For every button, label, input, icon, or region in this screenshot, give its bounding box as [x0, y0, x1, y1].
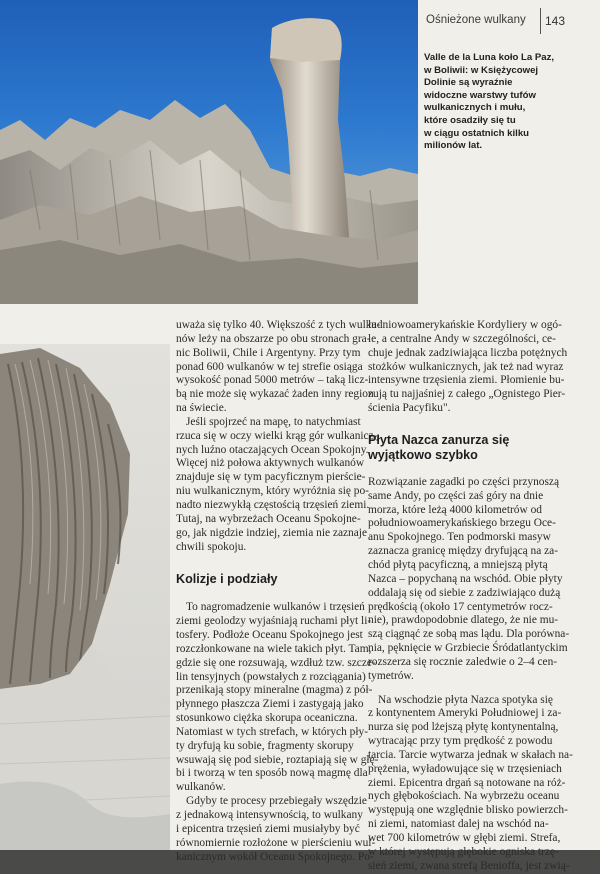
page-number: 143 [545, 14, 566, 28]
caption-line: milionów lat. [424, 140, 483, 152]
text-line: kanicznym wokół Oceanu Spokojnego. Po- [176, 850, 374, 863]
paragraph [368, 319, 568, 416]
text-line: ziemi. Epicentra drgań są notowane na róż- [368, 776, 566, 789]
running-title: Ośnieżone wulkany [426, 14, 526, 26]
text-line: wytracając przy tym prędkość z powodu [368, 735, 553, 748]
text-line: le, a centralne Andy w szczególności, ce- [368, 332, 556, 345]
text-line: stosunkowo ciężka skorupa oceaniczna. [176, 712, 358, 725]
text-line: prężenia, wyładowujące się w trzęsieniach [368, 762, 562, 775]
caption-line: widoczne warstwy tufów [424, 89, 536, 101]
text-line: chwili spokoju. [176, 540, 247, 553]
text-line: Więcej niż połowa aktywnych wulkanów [176, 457, 365, 470]
text-line: tarcia. Tarcie wytwarza jednak w skałach na- [368, 748, 573, 761]
text-line: nie), prawdopodobnie dlatego, że nie mu- [368, 614, 559, 627]
paragraph [368, 693, 573, 874]
text-line: nia, pęknięcie w Grzbiecie Śródatlantyckim [368, 642, 568, 655]
text-line: szą ciągnąć ze sobą mas lądu. Dla porówna- [368, 628, 570, 641]
caption-line: w ciągu ostatnich kilku [424, 127, 530, 139]
paragraph [176, 601, 379, 795]
text-line: Natomiast w tych strefach, w których pły- [176, 725, 369, 738]
text-line: anu Spokojnego. Ten podmorski masyw [368, 531, 551, 544]
paragraph [176, 415, 378, 554]
header-divider [540, 8, 541, 34]
text-line: zaznacza granicę między dryfującą na za- [368, 545, 559, 558]
text-column-left [176, 319, 381, 864]
caption-line: Dolinie są wyraźnie [424, 77, 513, 89]
section-heading [368, 433, 554, 463]
text-line: To nagromadzenie wulkanów i trzęsień [186, 601, 365, 614]
text-line: ponad 600 wulkanów w tej strefie osiąga [176, 360, 363, 373]
text-line: płynnego płaszcza Ziemi i zastygają jako [176, 698, 364, 711]
text-line: rozszerza się rocznie zaledwie o 2–4 cen- [368, 655, 558, 668]
text-line: zują tu najjaśniej z całego „Ognistego Pier- [368, 388, 566, 401]
text-line: na świecie. [176, 402, 227, 415]
text-column-right [368, 319, 573, 874]
text-line: ścienia Pacyfiku". [368, 402, 451, 415]
caption-line: które osadziły się tu [424, 114, 516, 126]
rock-formation-illustration [0, 0, 418, 304]
text-line: nych głębokościach. Na wybrzeżu oceanu [368, 790, 560, 803]
text-line: prędkością (około 17 centymetrów rocz- [368, 600, 553, 613]
text-line: nadto niezwykłą częstością trzęsień ziemi. [176, 498, 370, 511]
text-line: łudniowoamerykańskie Kordyliery w ogó- [368, 319, 562, 331]
text-line: południowoamerykańskiego brzegu Oce- [368, 517, 556, 530]
text-line: chód płytą pacyficzną, a mniejszą płytą [368, 558, 548, 571]
text-line: tymetrów. [368, 669, 414, 682]
text-line: wsuwają się pod siebie, roztapiają się w głę- [176, 753, 379, 766]
text-line: wet 700 kilometrów w głębi ziemi. Strefa, [368, 832, 561, 844]
text-line: w której występują głębokie ogniska trzę- [368, 845, 559, 858]
text-line: nic Boliwii, Chile i Argentyny. Przy tym [176, 346, 361, 359]
caption-line: wulkanicznych i mułu, [424, 102, 526, 114]
text-line: intensywne trzęsienia ziemi. Płomienie bu- [368, 374, 565, 387]
text-line: występują one względnie blisko powierzch- [368, 804, 568, 817]
section-heading-line: Płyta Nazca zanurza się [368, 432, 510, 447]
text-line: ziemi geolodzy wyjaśniają ruchami płyt li- [176, 615, 372, 628]
text-line: gdzie się one rozsuwają, wzdłuż tzw. szcze- [176, 656, 376, 669]
section-heading-line: wyjątkowo szybko [368, 447, 478, 462]
text-line: Nazca – popychaną na wschód. Obie płyty [368, 572, 563, 585]
text-line: go, jak nigdzie indziej, ziemia nie zaznaje [176, 526, 368, 539]
text-line: Gdyby te procesy przebiegały wszędzie [186, 795, 367, 808]
text-line: niu wulkanicznym, który wyróżnia się po- [176, 485, 369, 498]
text-line: bi i tworzą w ten sposób nową magmę dla [176, 767, 368, 780]
text-line: tosfery. Podłoże Oceanu Spokojnego jest [176, 629, 363, 642]
text-line: równomiernie rozłożone w pierścieniu wul- [176, 836, 376, 849]
text-line: z jednakową intensywnością, to wulkany [176, 809, 363, 821]
text-line: uważa się tylko 40. Większość z tych wulka- [176, 319, 381, 331]
caption-line: w Boliwii: w Księżycowej [424, 64, 539, 76]
photo-caption [424, 52, 570, 153]
section-heading: Kolizje i podziały [176, 572, 278, 587]
rock-strata-photo [0, 344, 170, 850]
text-line: Rozwiązanie zagadki po części przynoszą [368, 475, 560, 488]
paragraph [176, 795, 376, 864]
paragraph [176, 319, 381, 416]
paragraph [368, 475, 570, 684]
text-line: Jeśli spojrzeć na mapę, to natychmiast [186, 415, 361, 428]
text-line: nych luźno otaczających Ocean Spokojny. [176, 443, 369, 456]
text-line: ty dryfują ku sobie, fragmenty skorupy [176, 739, 354, 752]
text-line: morza, które leżą 4000 kilometrów od [368, 503, 542, 516]
text-line: i epicentra trzęsień ziemi musiałyby być [176, 822, 360, 835]
text-line: same Andy, po części zaś góry na dnie [368, 489, 544, 502]
text-line: stożków wulkanicznych, jak też nad wyraz [368, 360, 564, 373]
text-line: rozczłonkowane na wiele takich płyt. Tam, [176, 642, 372, 655]
text-line: sień ziemi, zwana strefą Benioffa, jest zwią- [368, 859, 570, 872]
text-line: z kontynentem Ameryki Południowej i za- [368, 707, 562, 720]
text-line: Tutaj, na wybrzeżach Oceanu Spokojne- [176, 512, 361, 525]
text-line: nurza się pod lżejszą płytę kontynentalną, [368, 721, 559, 734]
layered-rock-illustration [0, 344, 170, 850]
text-line: wysokość ponad 5000 metrów – taką licz- [176, 374, 369, 387]
text-line: wulkanów. [176, 781, 226, 794]
text-line: lin tensyjnych (powstałych z rozciągania) [176, 670, 366, 683]
text-line: znajduje się w tym pacyficznym pierście- [176, 471, 366, 484]
text-line: Na wschodzie płyta Nazca spotyka się [378, 693, 553, 706]
text-line: przenikają stopy mineralne (magma) z pół- [176, 684, 373, 697]
text-line: rzuca się w oczy wielki krąg gór wulkanicz- [176, 429, 378, 442]
text-line: oddalają się od siebie z zadziwiająco dużą [368, 586, 561, 599]
text-line: bą nie może się wykazać żaden inny region [176, 388, 374, 401]
text-line: chuje jednak zadziwiająca liczba potężnych [368, 346, 568, 359]
text-line: ni ziemi, natomiast dalej na wschód na- [368, 818, 549, 831]
valle-de-la-luna-photo [0, 0, 418, 304]
text-line: nów leży na obszarze po obu stronach gra- [176, 332, 371, 345]
caption-line: Valle de la Luna koło La Paz, [424, 52, 555, 63]
